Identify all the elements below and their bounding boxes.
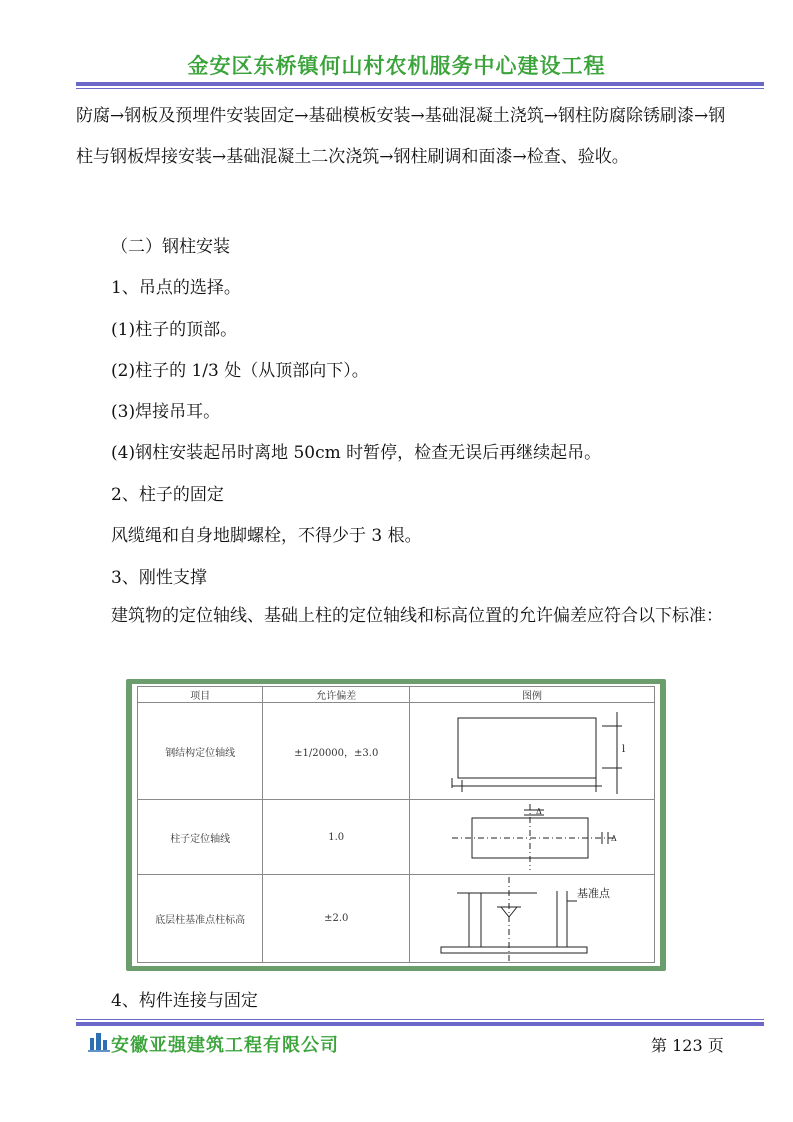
row-legend [410, 875, 655, 963]
item1-point-1: (1)柱子的顶部。 [111, 320, 238, 340]
footer-page-number: 第 123 页 [651, 1036, 724, 1055]
row-legend [410, 703, 655, 800]
header-tolerance: 允许偏差 [263, 687, 410, 703]
item1-point-4: (4)钢柱安装起吊时离地 50cm 时暂停，检查无误后再继续起吊。 [111, 443, 602, 463]
item2-text: 风缆绳和自身地脚螺栓，不得少于 3 根。 [111, 526, 422, 546]
datum-label: 基准点 [577, 886, 611, 900]
header-item: 项目 [138, 687, 263, 703]
column-axis-diagram [432, 802, 632, 872]
tolerance-table [137, 686, 655, 963]
table-header-row [138, 687, 655, 703]
row-tolerance: ±2.0 [263, 875, 410, 963]
header-rule [76, 82, 764, 86]
length-mark: l [622, 744, 626, 755]
item1-point-3: (3)焊接吊耳。 [111, 402, 221, 422]
datum-elevation-diagram [417, 877, 647, 961]
row-legend [410, 800, 655, 875]
footer-rule-thin [76, 1019, 764, 1020]
row-tolerance: ±1/20000，±3.0 [263, 703, 410, 800]
item4-title: 4、构件连接与固定 [111, 991, 258, 1011]
intro-paragraph: 防腐→钢板及预埋件安装固定→基础模板安装→基础混凝土浇筑→钢柱防腐除锈刷漆→钢柱与钢板焊接安装→基础混凝土二次浇筑→钢柱刷调和面漆→检查、验收。 [76, 106, 726, 167]
item3-title: 3、刚性支撑 [111, 568, 207, 588]
table-row [138, 800, 655, 875]
row-item: 钢结构定位轴线 [138, 703, 263, 800]
header-legend: 图例 [410, 687, 655, 703]
table-row [138, 703, 655, 800]
row-item: 柱子定位轴线 [138, 800, 263, 875]
row-item: 底层柱基准点柱标高 [138, 875, 263, 963]
header-rule-thin [76, 88, 764, 89]
offset-mark-top: Δ [536, 807, 542, 816]
row-tolerance: 1.0 [263, 800, 410, 875]
company-logo-icon [88, 1030, 110, 1052]
page-header-title: 金安区东桥镇何山村农机服务中心建设工程 [187, 54, 606, 78]
item2-title: 2、柱子的固定 [111, 485, 224, 505]
table-row [138, 875, 655, 963]
item1-point-2: (2)柱子的 1/3 处（从顶部向下）。 [111, 361, 369, 381]
axis-tolerance-diagram [432, 706, 632, 796]
item3-text: 建筑物的定位轴线、基础上柱的定位轴线和标高位置的允许偏差应符合以下标准： [111, 606, 723, 626]
section-title: （二）钢柱安装 [111, 237, 230, 257]
item1-title: 1、吊点的选择。 [111, 278, 241, 298]
offset-mark-side: Δ [611, 834, 617, 843]
footer-rule [76, 1022, 764, 1026]
footer-company: 安徽亚强建筑工程有限公司 [111, 1035, 339, 1056]
